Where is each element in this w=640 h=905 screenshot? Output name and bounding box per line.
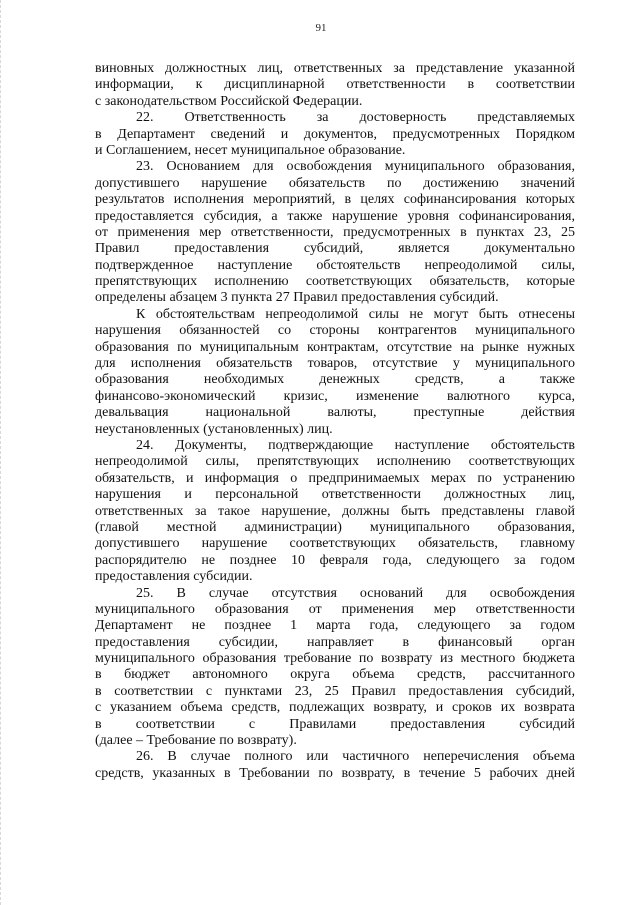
text-line: препятствующих исполнению соответствующих обязательств, которые — [95, 274, 575, 290]
text-line: в Департамент сведений и документов, предусмотренных Порядком — [95, 126, 575, 142]
text-line: К обстоятельствам непреодолимой силы не могут быть отнесены — [136, 306, 575, 322]
text-line: (далее – Требование по возврату). — [95, 733, 297, 749]
document-body — [95, 61, 575, 782]
text-line: информации, к дисциплинарной ответственности в соответствии — [95, 77, 575, 93]
text-line: муниципального образования требование по возврату из местного бюджета — [95, 651, 575, 667]
text-line: допустившего нарушение обязательств по достижению значений — [95, 175, 575, 191]
text-line: предоставляется субсидия, а также нарушение уровня софинансирования, — [95, 208, 575, 224]
text-line: в соответствии с Правилами предоставления субсидий — [95, 716, 575, 732]
text-line: ответственных за такое нарушение, должны быть представлены главой — [95, 503, 575, 519]
text-line: обязательств, и информация о предпринимаемых мерах по устранению — [95, 470, 575, 486]
text-line: образования по муниципальным контрактам, отсутствие на рынке нужных — [95, 339, 575, 355]
text-line: 22. Ответственность за достоверность представляемых — [136, 110, 575, 126]
text-line: непреодолимой силы, препятствующих исполнению соответствующих — [95, 454, 575, 470]
text-line: для исполнения обязательств товаров, отсутствие у муниципального — [95, 356, 575, 372]
text-line: подтвержденное наступление обстоятельств непреодолимой силы, — [95, 257, 575, 273]
text-line: (главой местной администрации) муниципального образования, — [95, 519, 575, 535]
text-line: средств, указанных в Требовании по возврату, в течение 5 рабочих дней — [95, 765, 575, 781]
text-line: виновных должностных лиц, ответственных за представление указанной — [95, 61, 575, 76]
text-line: неустановленных (установленных) лиц. — [95, 421, 333, 437]
text-line: предоставления субсидии. — [95, 569, 253, 585]
text-line: в бюджет автономного округа объема средств, рассчитанного — [95, 667, 575, 683]
text-line: 24. Документы, подтверждающие наступление обстоятельств — [136, 437, 575, 453]
text-line: 25. В случае отсутствия оснований для освобождения — [136, 585, 575, 601]
text-line: Департамент не позднее 1 марта года, следующего за годом — [95, 618, 575, 634]
text-line: с указанием объема средств, подлежащих возврату, и сроков их возврата — [95, 700, 575, 716]
text-line: определены абзацем 3 пункта 27 Правил предоставления субсидий. — [95, 290, 499, 306]
text-line: муниципального образования от применения мер ответственности — [95, 601, 575, 617]
text-line: Правил предоставления субсидий, является документально — [95, 241, 575, 257]
text-line: и Соглашением, несет муниципальное образование. — [95, 142, 406, 158]
text-line: 26. В случае полного или частичного неперечисления объема — [136, 749, 575, 765]
text-line: в соответствии с пунктами 23, 25 Правил предоставления субсидий, — [95, 683, 575, 699]
text-line: результатов исполнения мероприятий, в целях софинансирования которых — [95, 192, 575, 208]
text-line: нарушения и персональной ответственности должностных лиц, — [95, 487, 575, 503]
text-line: нарушения обязанностей со стороны контрагентов муниципального — [95, 323, 575, 339]
text-line: допустившего нарушение соответствующих обязательств, главному — [95, 536, 575, 552]
text-line: образования необходимых денежных средств, а также — [95, 372, 575, 388]
text-line: распорядителю не позднее 10 февраля года, следующего за годом — [95, 552, 575, 568]
page-number: 91 — [315, 22, 327, 34]
text-line: девальвация национальной валюты, преступные действия — [95, 405, 575, 421]
text-line: 23. Основанием для освобождения муниципального образования, — [136, 159, 575, 175]
text-line: от применения мер ответственности, предусмотренных в пунктах 23, 25 — [95, 224, 575, 240]
text-line: финансово-экономический кризис, изменение валютного курса, — [95, 388, 575, 404]
text-line: предоставления субсидии, направляет в финансовый орган — [95, 634, 575, 650]
text-line: с законодательством Российской Федерации. — [95, 93, 363, 109]
